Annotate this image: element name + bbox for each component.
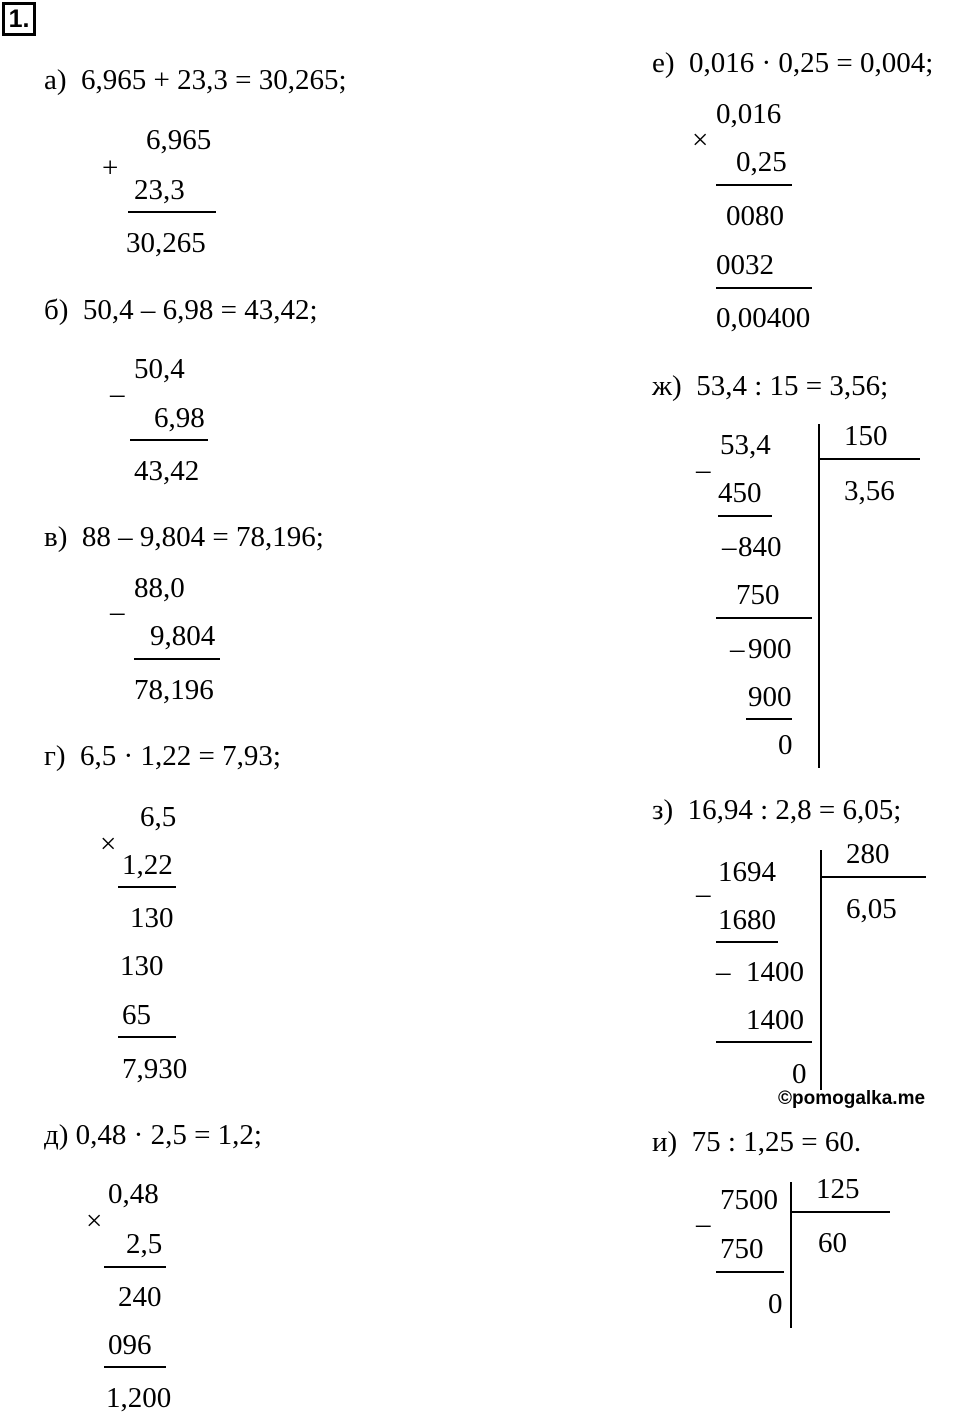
- minus-sign-1-z: –: [696, 878, 711, 910]
- minus-sign-v: –: [110, 596, 125, 628]
- line-2-z: [716, 1041, 812, 1043]
- minus-sign-3-zh: –: [730, 633, 745, 665]
- equation-g: г) 6,5 · 1,22 = 7,93;: [44, 740, 281, 772]
- minus-sign-1-zh: –: [696, 454, 711, 486]
- partial-3-g: 65: [122, 999, 151, 1031]
- remainder-1-zh: 840: [738, 531, 782, 563]
- division-bar-z: [820, 850, 822, 1090]
- line-3-zh: [746, 718, 792, 720]
- minuend-v: 88,0: [134, 572, 185, 604]
- exercise-number: 1.: [2, 2, 36, 36]
- partial-1-e: 0080: [726, 200, 784, 232]
- quotient-i: 60: [818, 1227, 847, 1259]
- result-b: 43,42: [134, 455, 200, 487]
- minuend-b: 50,4: [134, 353, 185, 385]
- equation-zh: ж) 53,4 : 15 = 3,56;: [652, 370, 889, 402]
- equation-i: и) 75 : 1,25 = 60.: [652, 1126, 862, 1158]
- partial-2-e: 0032: [716, 249, 774, 281]
- difference-line-b: [130, 439, 208, 441]
- line-1-i: [716, 1271, 784, 1273]
- result-e: 0,00400: [716, 302, 811, 334]
- remainder-1-z: 1400: [746, 956, 804, 988]
- plus-sign-a: +: [102, 152, 119, 184]
- dividend-zh: 53,4: [720, 429, 771, 461]
- quotient-z: 6,05: [846, 893, 897, 925]
- minus-sign-2-zh: –: [722, 531, 737, 563]
- divisor-line-i: [790, 1211, 890, 1213]
- divisor-line-zh: [818, 458, 920, 460]
- sum-line-e: [716, 287, 812, 289]
- sum-line-d: [104, 1366, 166, 1368]
- remainder-final-i: 0: [768, 1288, 783, 1320]
- result-v: 78,196: [134, 674, 214, 706]
- addend-2-a: 23,3: [134, 174, 185, 206]
- division-bar-zh: [818, 424, 820, 768]
- times-sign-g: ×: [100, 828, 117, 860]
- sum-line-a: [128, 211, 216, 213]
- remainder-2-zh: 900: [748, 633, 792, 665]
- equation-z: з) 16,94 : 2,8 = 6,05;: [652, 794, 902, 826]
- result-d: 1,200: [106, 1382, 172, 1414]
- equation-e: е) 0,016 · 0,25 = 0,004;: [652, 47, 934, 79]
- subtract-3-zh: 900: [748, 681, 792, 713]
- minus-sign-b: –: [110, 378, 125, 410]
- factor-2-d: 2,5: [126, 1228, 163, 1260]
- line-1-zh: [718, 515, 772, 517]
- partial-1-g: 130: [130, 902, 174, 934]
- product-line-g: [118, 886, 176, 888]
- factor-1-g: 6,5: [140, 801, 177, 833]
- sum-line-g: [118, 1036, 176, 1038]
- factor-2-g: 1,22: [122, 849, 173, 881]
- remainder-final-z: 0: [792, 1058, 807, 1090]
- equation-v: в) 88 – 9,804 = 78,196;: [44, 521, 324, 553]
- divisor-line-z: [820, 876, 926, 878]
- divisor-zh: 150: [844, 420, 888, 452]
- product-line-d: [104, 1266, 166, 1268]
- quotient-zh: 3,56: [844, 475, 895, 507]
- subtract-1-i: 750: [720, 1233, 764, 1265]
- minus-sign-1-i: –: [696, 1208, 711, 1240]
- equation-a: а) 6,965 + 23,3 = 30,265;: [44, 64, 347, 96]
- result-g: 7,930: [122, 1053, 188, 1085]
- line-2-zh: [716, 617, 812, 619]
- partial-1-d: 240: [118, 1281, 162, 1313]
- divisor-z: 280: [846, 838, 890, 870]
- subtract-1-zh: 450: [718, 477, 762, 509]
- subtract-2-z: 1400: [746, 1004, 804, 1036]
- factor-1-e: 0,016: [716, 98, 782, 130]
- line-1-z: [716, 941, 778, 943]
- difference-line-v: [134, 658, 220, 660]
- equation-b: б) 50,4 – 6,98 = 43,42;: [44, 294, 318, 326]
- times-sign-d: ×: [86, 1205, 103, 1237]
- dividend-i: 7500: [720, 1184, 778, 1216]
- subtract-2-zh: 750: [736, 579, 780, 611]
- factor-2-e: 0,25: [736, 146, 787, 178]
- subtract-1-z: 1680: [718, 904, 776, 936]
- factor-1-d: 0,48: [108, 1178, 159, 1210]
- division-bar-i: [790, 1182, 792, 1328]
- divisor-i: 125: [816, 1173, 860, 1205]
- subtrahend-b: 6,98: [154, 402, 205, 434]
- remainder-final-zh: 0: [778, 729, 793, 761]
- partial-2-g: 130: [120, 950, 164, 982]
- dividend-z: 1694: [718, 856, 776, 888]
- result-a: 30,265: [126, 227, 206, 259]
- subtrahend-v: 9,804: [150, 620, 216, 652]
- addend-1-a: 6,965: [146, 124, 212, 156]
- watermark: ©pomogalka.me: [778, 1088, 926, 1109]
- minus-sign-2-z: –: [716, 956, 731, 988]
- times-sign-e: ×: [692, 124, 709, 156]
- partial-2-d: 096: [108, 1329, 152, 1361]
- product-line-e: [716, 184, 792, 186]
- equation-d: д) 0,48 · 2,5 = 1,2;: [44, 1119, 262, 1151]
